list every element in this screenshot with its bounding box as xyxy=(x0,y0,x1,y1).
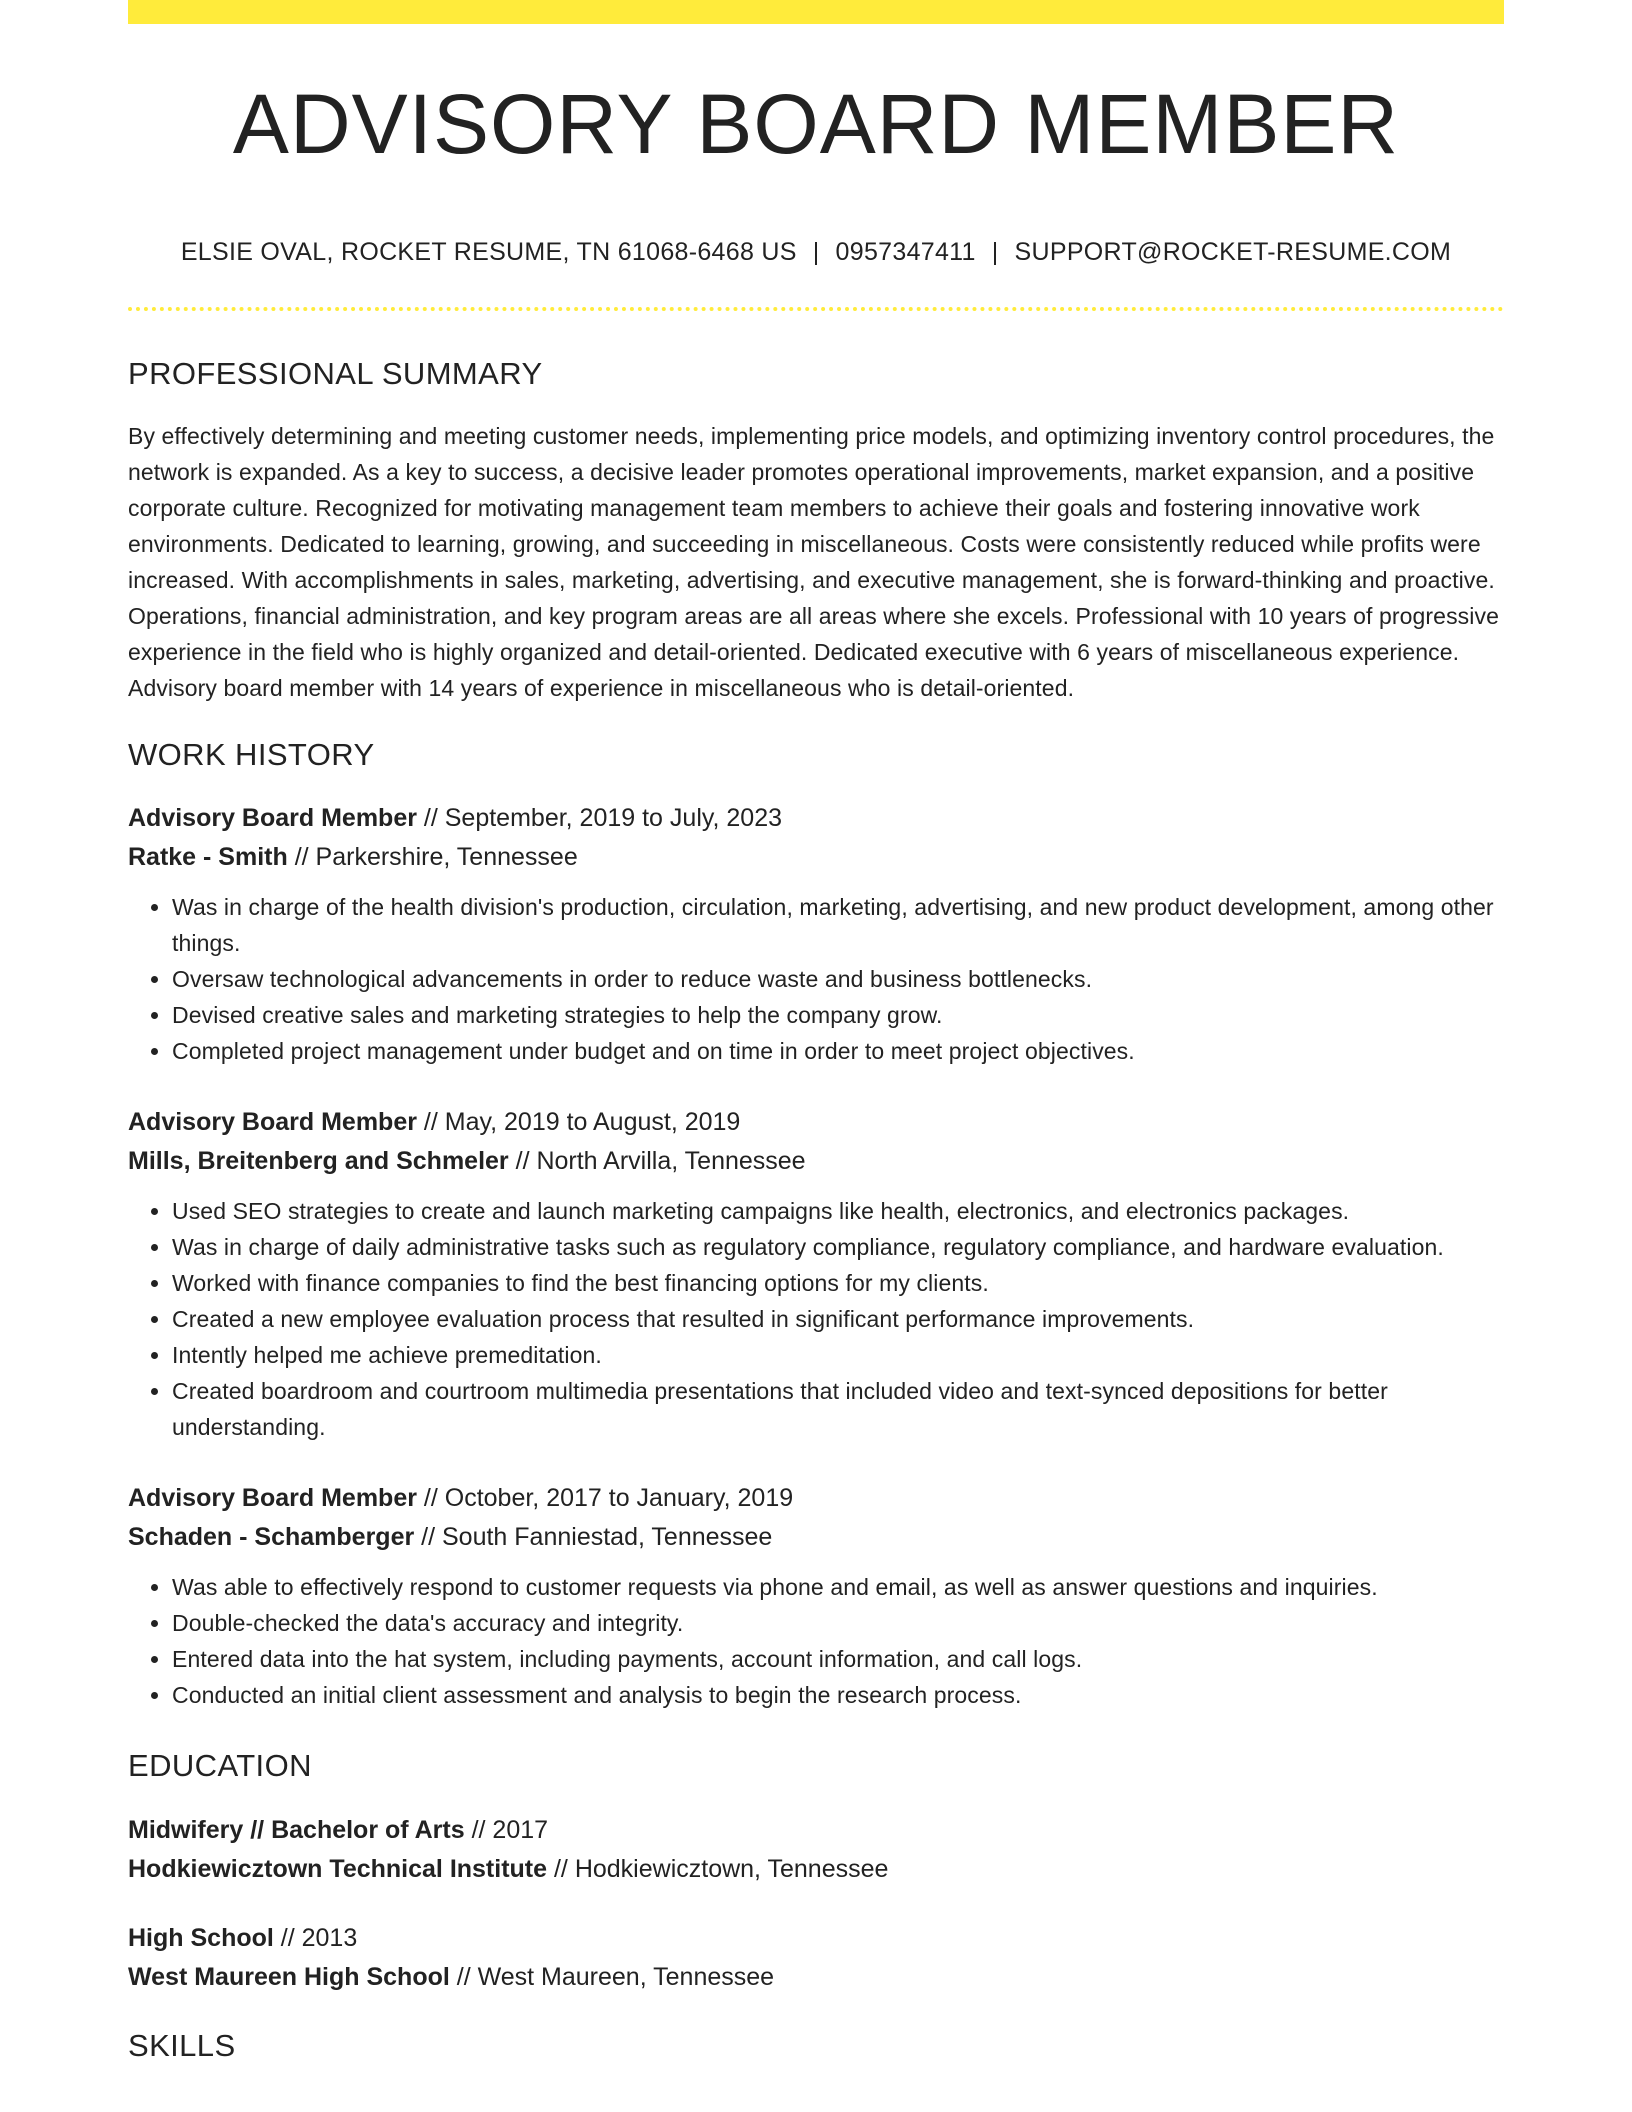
contact-line xyxy=(128,238,1504,267)
job-role: Advisory Board Member xyxy=(128,1108,417,1137)
job-entry xyxy=(128,1103,1504,1445)
job-dates: // May, 2019 to August, 2019 xyxy=(416,1108,741,1137)
job-location: // North Arvilla, Tennessee xyxy=(508,1147,806,1176)
job-title-line xyxy=(128,799,1504,838)
top-accent-bar xyxy=(128,0,1504,24)
education-year: // 2013 xyxy=(273,1923,358,1952)
list-item: • Used SEO strategies to create and launch marketing campaigns like health, electronics, and electronics packages. xyxy=(172,1193,1504,1229)
list-item: • Double-checked the data's accuracy and integrity. xyxy=(172,1605,1504,1641)
skills-heading: SKILLS xyxy=(128,2027,236,2063)
contact-separator: | xyxy=(812,238,820,266)
job-entry xyxy=(128,799,1504,1069)
resume-title: ADVISORY BOARD MEMBER xyxy=(232,77,1400,171)
contact-separator: | xyxy=(991,238,999,266)
summary-heading: PROFESSIONAL SUMMARY xyxy=(128,356,543,391)
education-year: // 2017 xyxy=(464,1815,549,1844)
contact-email: SUPPORT@ROCKET-RESUME.COM xyxy=(1014,238,1452,266)
list-item: • Conducted an initial client assessment and analysis to begin the research process. xyxy=(172,1677,1504,1713)
education-location: // Hodkiewicztown, Tennessee xyxy=(547,1854,889,1883)
list-item: • Intently helped me achieve premeditation. xyxy=(172,1337,1504,1373)
job-title-line xyxy=(128,1479,1504,1518)
resume-content xyxy=(128,355,1504,2090)
education-location: // West Maureen, Tennessee xyxy=(449,1962,775,1991)
education-entry xyxy=(128,1811,1504,1889)
job-role: Advisory Board Member xyxy=(128,804,417,833)
job-title-line xyxy=(128,1103,1504,1142)
job-bullets xyxy=(128,1193,1504,1445)
education-school-line xyxy=(128,1958,1504,1997)
list-item: • Was able to effectively respond to customer requests via phone and email, as well as answer questions and inquiries. xyxy=(172,1569,1504,1605)
job-company-line xyxy=(128,1142,1504,1181)
job-bullets xyxy=(128,1569,1504,1713)
job-entry xyxy=(128,1479,1504,1713)
education-school: West Maureen High School xyxy=(128,1962,450,1991)
list-item: • Completed project management under budget and on time in order to meet project objectives. xyxy=(172,1033,1504,1069)
contact-phone: 0957347411 xyxy=(835,238,976,266)
education-degree-line xyxy=(128,1919,1504,1958)
education-school: Hodkiewicztown Technical Institute xyxy=(128,1854,548,1883)
list-item: • Devised creative sales and marketing strategies to help the company grow. xyxy=(172,997,1504,1033)
education-entry xyxy=(128,1919,1504,1997)
dotted-divider xyxy=(128,307,1504,311)
work-history-heading: WORK HISTORY xyxy=(128,737,375,773)
job-company-line xyxy=(128,838,1504,877)
job-company: Mills, Breitenberg and Schmeler xyxy=(128,1147,509,1176)
list-item: • Created boardroom and courtroom multimedia presentations that included video and text-synced depositions for better understanding. xyxy=(172,1373,1504,1445)
education-school-line xyxy=(128,1850,1504,1889)
job-location: // Parkershire, Tennessee xyxy=(287,843,578,872)
list-item: • Worked with finance companies to find the best financing options for my clients. xyxy=(172,1265,1504,1301)
list-item: • Oversaw technological advancements in order to reduce waste and business bottlenecks. xyxy=(172,961,1504,997)
job-company-line xyxy=(128,1518,1504,1557)
list-item: • Entered data into the hat system, including payments, account information, and call logs. xyxy=(172,1641,1504,1677)
education-degree: Midwifery // Bachelor of Arts xyxy=(128,1815,465,1844)
list-item: • Was in charge of daily administrative tasks such as regulatory compliance, regulatory compliance, and hardware evaluation. xyxy=(172,1229,1504,1265)
contact-address: ELSIE OVAL, ROCKET RESUME, TN 61068-6468 US xyxy=(180,238,797,266)
job-company: Schaden - Schamberger xyxy=(128,1523,415,1552)
education-degree: High School xyxy=(128,1923,274,1952)
list-item: • Was in charge of the health division's production, circulation, marketing, advertising, and new product development, among other things. xyxy=(172,889,1504,961)
job-dates: // October, 2017 to January, 2019 xyxy=(416,1484,794,1513)
job-dates: // September, 2019 to July, 2023 xyxy=(416,804,783,833)
education-degree-line xyxy=(128,1811,1504,1850)
list-item: • Created a new employee evaluation process that resulted in significant performance improvements. xyxy=(172,1301,1504,1337)
job-location: // South Fanniestad, Tennessee xyxy=(414,1523,773,1552)
education-heading: EDUCATION xyxy=(128,1748,312,1784)
summary-text: By effectively determining and meeting customer needs, implementing price models, and optimizing inventory control procedures, the network is expanded. As a key to success, a decisive leader promotes operational improvements, market expansion, and a positive corporate culture. Recognized for motivating management team members to achieve their goals and fostering innovative work environments. Dedicated to learning, growing, and succeeding in miscellaneous. Costs were consistently reduced while profits were increased. With accomplishments in sales, marketing, advertising, and executive management, she is forward-thinking and proactive. Operations, financial administration, and key program areas are all areas where she excels. Professional with 10 years of progressive experience in the field who is highly organized and detail-oriented. Dedicated executive with 6 years of miscellaneous experience. Advisory board member with 14 years of experience in miscellaneous who is detail-oriented. xyxy=(128,423,1499,702)
job-bullets xyxy=(128,889,1504,1069)
job-company: Ratke - Smith xyxy=(128,843,288,872)
job-role: Advisory Board Member xyxy=(128,1484,417,1513)
